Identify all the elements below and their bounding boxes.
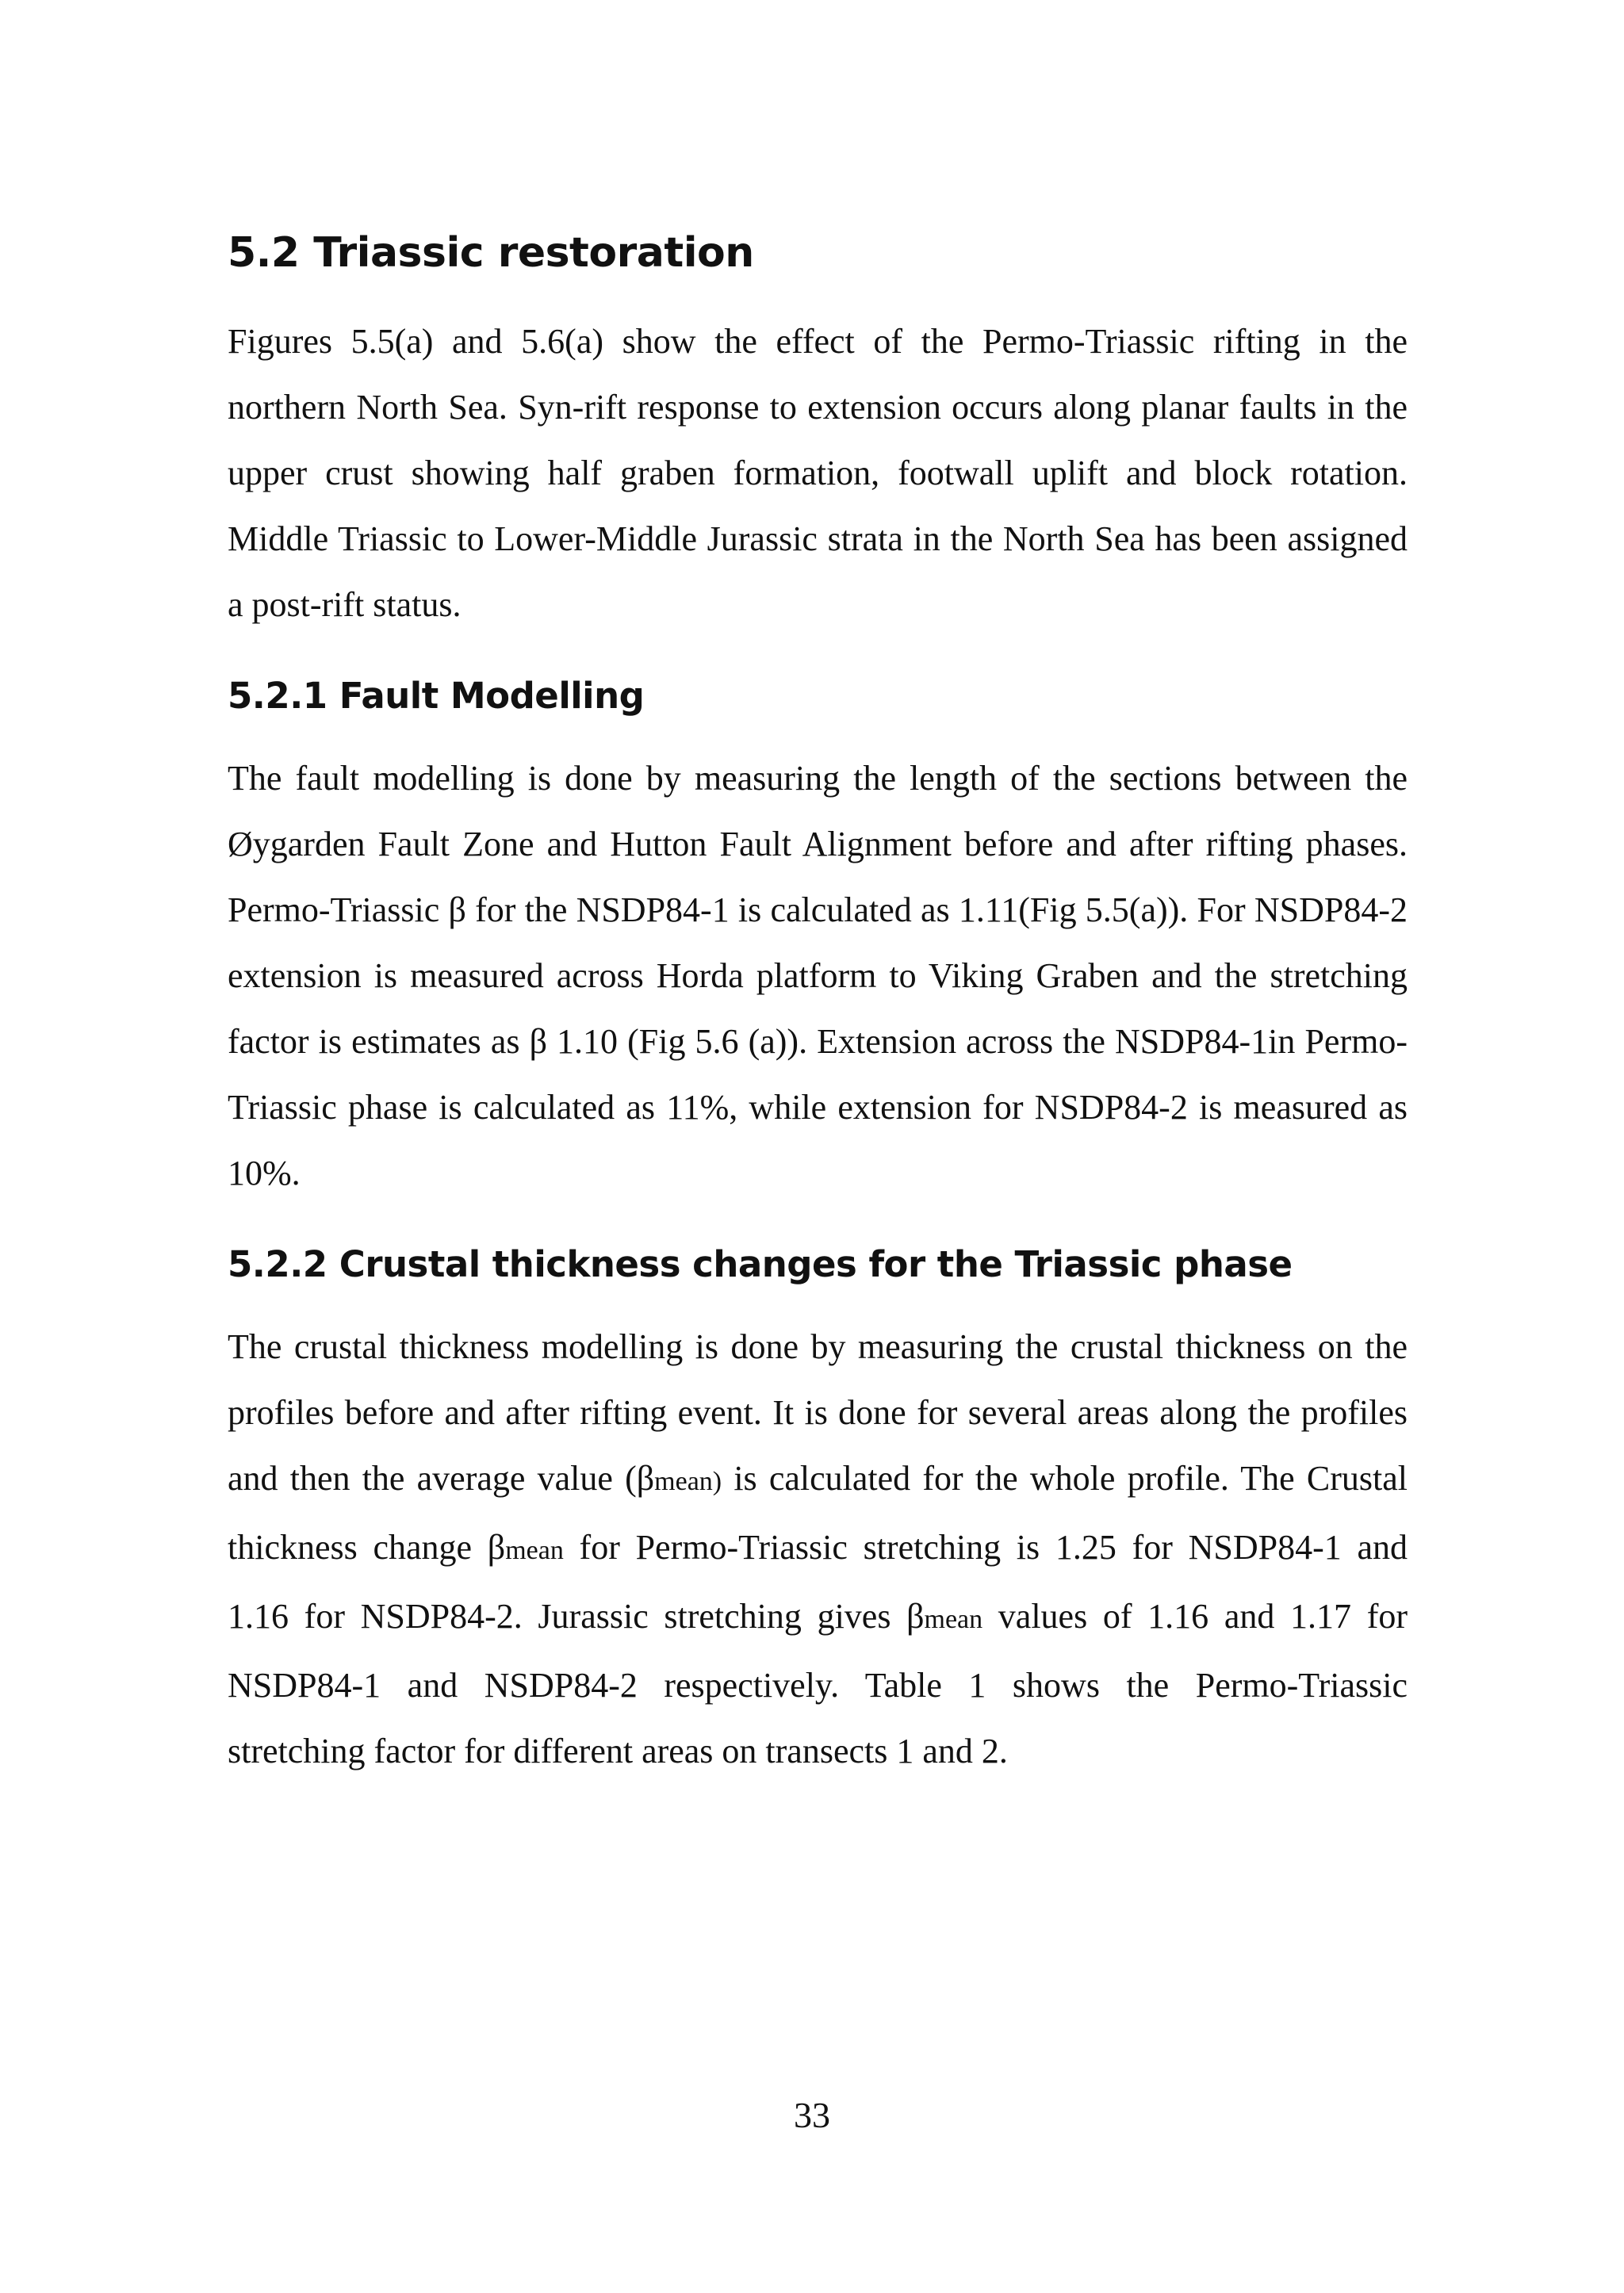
paragraph-text-part-1: The crustal thickness modelling is done by measuring the crustal thickness on the profiles before and after rifting event. It is done for several areas along the profiles and then the average value (β [228, 1327, 1408, 1498]
section-5-2-paragraph: Figures 5.5(a) and 5.6(a) show the effect of the Permo-Triassic rifting in the northern North Sea. Syn-rift response to extension occurs along planar faults in the upper crust showing half graben formation, footwall uplift and block rotation. Middle Triassic to Lower-Middle Jurassic strata in the North Sea has been assigned a post-rift status. [228, 322, 1408, 624]
section-heading-5-2: 5.2 Triassic restoration [228, 229, 754, 277]
page-number: 33 [794, 2095, 830, 2135]
paragraph-text-part-3: for Permo-Triassic stretching is 1.25 for NSDP84-1 and 1.16 for NSDP84-2. Jurassic stretching gives β [228, 1528, 1408, 1636]
section-5-2-1-paragraph: The fault modelling is done by measuring the length of the sections between the Øygarden Fault Zone and Hutton Fault Alignment before and after rifting phases. Permo-Triassic β for the NSDP84-1 is calculated as 1.11(Fig 5.5(a)). For NSDP84-2 extension is measured across Horda platform to Viking Graben and the stretching factor is estimates as β 1.10 (Fig 5.6 (a)). Extension across the NSDP84-1in Permo-Triassic phase is calculated as 11%, while extension for NSDP84-2 is measured as 10%. [228, 759, 1408, 1192]
beta-mean-subscript: mean) [654, 1467, 722, 1496]
section-heading-5-2-1: 5.2.1 Fault Modelling [228, 675, 645, 717]
beta-mean-subscript: mean [505, 1536, 564, 1565]
beta-mean-subscript: mean [924, 1605, 983, 1634]
paragraph-text-part-2: is calculated for the whole profile. The Crustal thickness change β [228, 1459, 1408, 1567]
section-5-2-2-paragraph [228, 1314, 1408, 1784]
page-content [228, 224, 1408, 1817]
section-heading-5-2-2: 5.2.2 Crustal thickness changes for the Triassic phase [228, 1243, 1293, 1285]
paragraph-text-part-4: values of 1.16 and 1.17 for NSDP84-1 and NSDP84-2 respectively. Table 1 shows the Permo-Triassic stretching factor for different areas on transects 1 and 2. [228, 1597, 1408, 1770]
